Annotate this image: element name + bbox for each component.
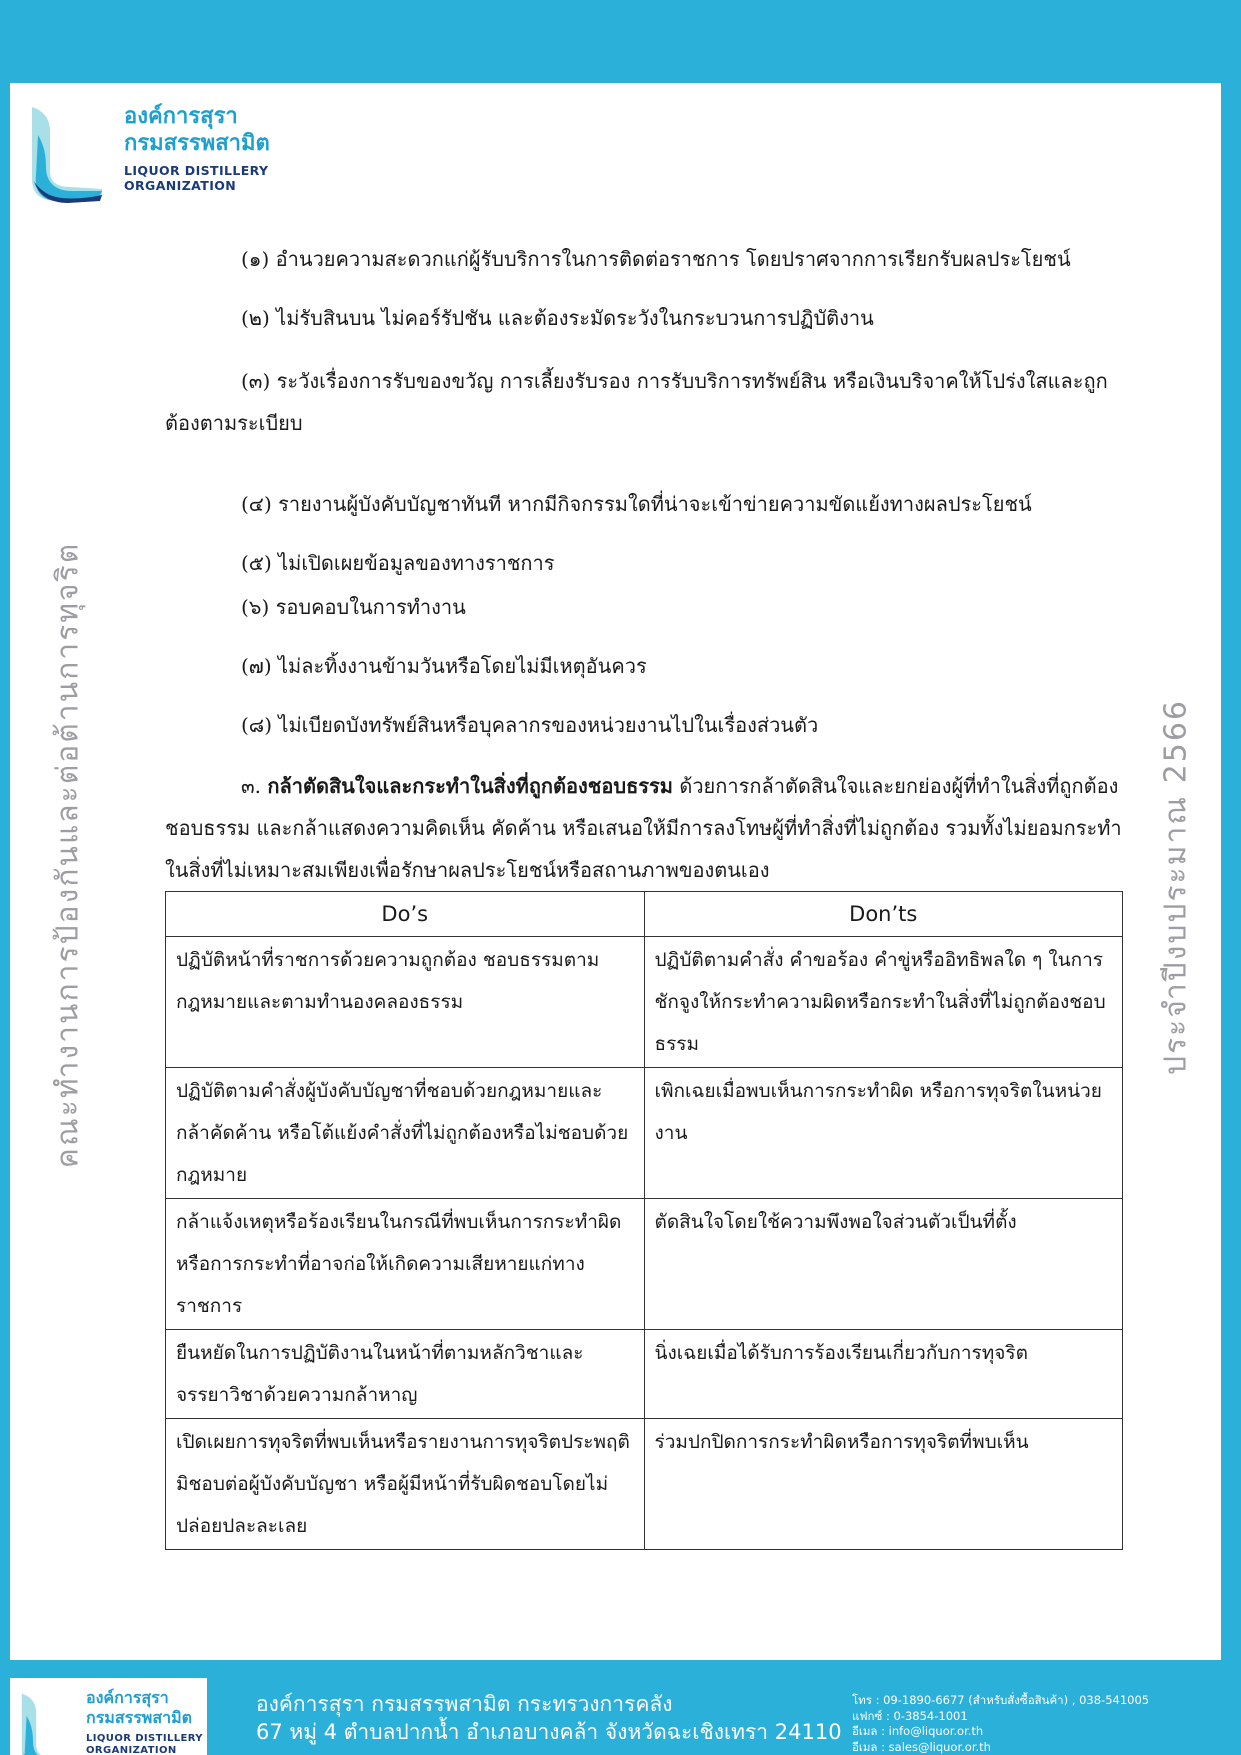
list-item: (๔) รายงานผู้บังคับบัญชาทันที หากมีกิจกรรมใดที่น่าจะเข้าข่ายความขัดแย้งทางผลประโยชน์	[241, 492, 1032, 516]
org-name-en-line1: LIQUOR DISTILLERY	[124, 163, 269, 178]
section-3-paragraph	[165, 765, 1123, 891]
org-name-en-line2: ORGANIZATION	[124, 178, 237, 193]
section-3-heading: กล้าตัดสินใจและกระทำในสิ่งที่ถูกต้องชอบธรรม	[267, 774, 673, 798]
footer-logo	[10, 1678, 207, 1755]
side-caption-left: คณะทำงานการป้องกันและต่อต้านการทุจริต	[50, 541, 86, 1169]
section-3-body: ด้วยการกล้าตัดสินใจและยกย่องผู้ที่ทำในสิ่งที่ถูกต้อง ชอบธรรม และกล้าแสดงความคิดเห็น คัดค้าน หรือเสนอให้มีการลงโทษผู้ที่ทำสิ่งที่ไม่ถูกต้อง รวมทั้งไม่ยอมกระทำในสิ่งที่ไม่เหมาะสมเพียงเพื่อรักษาผลประโยชน์หรือสถานภาพของตนเอง	[165, 774, 1122, 882]
footer-org-name-en-line2: ORGANIZATION	[86, 1745, 177, 1755]
table-row	[166, 937, 1123, 1068]
footer-logo-text	[86, 1688, 203, 1755]
footer-contact	[852, 1693, 1149, 1755]
footer-address-line: 67 หมู่ 4 ตำบลปากน้ำ อำเภอบางคล้า จังหวัดฉะเชิงเทรา 24110	[256, 1720, 842, 1744]
footer-email-info: อีเมล : info@liquor.or.th	[852, 1724, 984, 1738]
side-caption-right: ประจำปีงบประมาณ 2566	[1158, 698, 1194, 1076]
org-logo-text	[124, 103, 270, 193]
footer-email-sales: อีเมล : sales@liquor.or.th	[852, 1739, 991, 1754]
footer-address	[256, 1690, 842, 1746]
list-item: (๒) ไม่รับสินบน ไม่คอร์รัปชัน และต้องระมัดระวังในกระบวนการปฏิบัติงาน	[241, 306, 874, 330]
list-item: (๓) ระวังเรื่องการรับของขวัญ การเลี้ยงรับรอง การรับบริการทรัพย์สิน หรือเงินบริจาคให้โปร่งใสและถูกต้องตามระเบียบ	[165, 369, 1108, 435]
org-name-th-line2: กรมสรรพสามิต	[124, 131, 270, 156]
table-cell-dont: เพิกเฉยเมื่อพบเห็นการกระทำผิด หรือการทุจริตในหน่วยงาน	[644, 1068, 1123, 1199]
table-cell-dont: ตัดสินใจโดยใช้ความพึงพอใจส่วนตัวเป็นที่ตั้ง	[644, 1199, 1123, 1330]
dos-donts-table	[165, 891, 1123, 1550]
table-cell-do: ปฏิบัติตามคำสั่งผู้บังคับบัญชาที่ชอบด้วยกฎหมายและกล้าคัดค้าน หรือโต้แย้งคำสั่งที่ไม่ถูกต้องหรือไม่ชอบด้วยกฎหมาย	[166, 1068, 645, 1199]
org-name-th-line1: องค์การสุรา	[124, 104, 238, 129]
footer-org-line: องค์การสุรา กรมสรรพสามิต กระทรวงการคลัง	[256, 1692, 673, 1716]
lko-logo-icon	[28, 105, 104, 205]
column-header-donts: Don’ts	[644, 892, 1123, 937]
lko-logo-icon	[18, 1692, 80, 1755]
table-row	[166, 1199, 1123, 1330]
table-header-row	[166, 892, 1123, 937]
footer-phone: โทร : 09-1890-6677 (สำหรับสั่งซื้อสินค้า) , 038-541005	[852, 1693, 1150, 1707]
table-cell-do: เปิดเผยการทุจริตที่พบเห็นหรือรายงานการทุจริตประพฤติมิชอบต่อผู้บังคับบัญชา หรือผู้มีหน้าที่รับผิดชอบโดยไม่ปล่อยปละละเลย	[166, 1419, 645, 1550]
table-cell-dont: นิ่งเฉยเมื่อได้รับการร้องเรียนเกี่ยวกับการทุจริต	[644, 1330, 1123, 1419]
footer-fax: แฟกซ์ : 0-3854-1001	[852, 1708, 968, 1723]
table-row	[166, 1419, 1123, 1550]
table-cell-do: กล้าแจ้งเหตุหรือร้องเรียนในกรณีที่พบเห็นการกระทำผิดหรือการกระทำที่อาจก่อให้เกิดความเสียหายแก่ทางราชการ	[166, 1199, 645, 1330]
table-cell-dont: ร่วมปกปิดการกระทำผิดหรือการทุจริตที่พบเห็น	[644, 1419, 1123, 1550]
section-3-number: ๓.	[241, 774, 262, 798]
list-item: (๗) ไม่ละทิ้งงานข้ามวันหรือโดยไม่มีเหตุอันควร	[241, 654, 647, 678]
list-item: (๘) ไม่เบียดบังทรัพย์สินหรือบุคลากรของหน่วยงานไปในเรื่องส่วนตัว	[241, 713, 819, 737]
table-cell-do: ยืนหยัดในการปฏิบัติงานในหน้าที่ตามหลักวิชาและจรรยาวิชาด้วยความกล้าหาญ	[166, 1330, 645, 1419]
column-header-dos: Do’s	[166, 892, 645, 937]
footer-org-name-th-line1: องค์การสุรา	[86, 1688, 169, 1707]
list-item: (๕) ไม่เปิดเผยข้อมูลของทางราชการ	[241, 551, 555, 575]
list-item: (๖) รอบคอบในการทำงาน	[241, 595, 466, 619]
footer-org-name-th-line2: กรมสรรพสามิต	[86, 1708, 193, 1727]
list-item: (๑) อำนวยความสะดวกแก่ผู้รับบริการในการติดต่อราชการ โดยปราศจากการเรียกรับผลประโยชน์	[241, 247, 1071, 271]
footer-org-name-en-line1: LIQUOR DISTILLERY	[86, 1733, 203, 1744]
table-cell-dont: ปฏิบัติตามคำสั่ง คำขอร้อง คำขู่หรืออิทธิพลใด ๆ ในการชักจูงให้กระทำความผิดหรือกระทำในสิ่งที่ไม่ถูกต้องชอบธรรม	[644, 937, 1123, 1068]
table-row	[166, 1068, 1123, 1199]
table-row	[166, 1330, 1123, 1419]
table-cell-do: ปฏิบัติหน้าที่ราชการด้วยความถูกต้อง ชอบธรรมตามกฎหมายและตามทำนองคลองธรรม	[166, 937, 645, 1068]
